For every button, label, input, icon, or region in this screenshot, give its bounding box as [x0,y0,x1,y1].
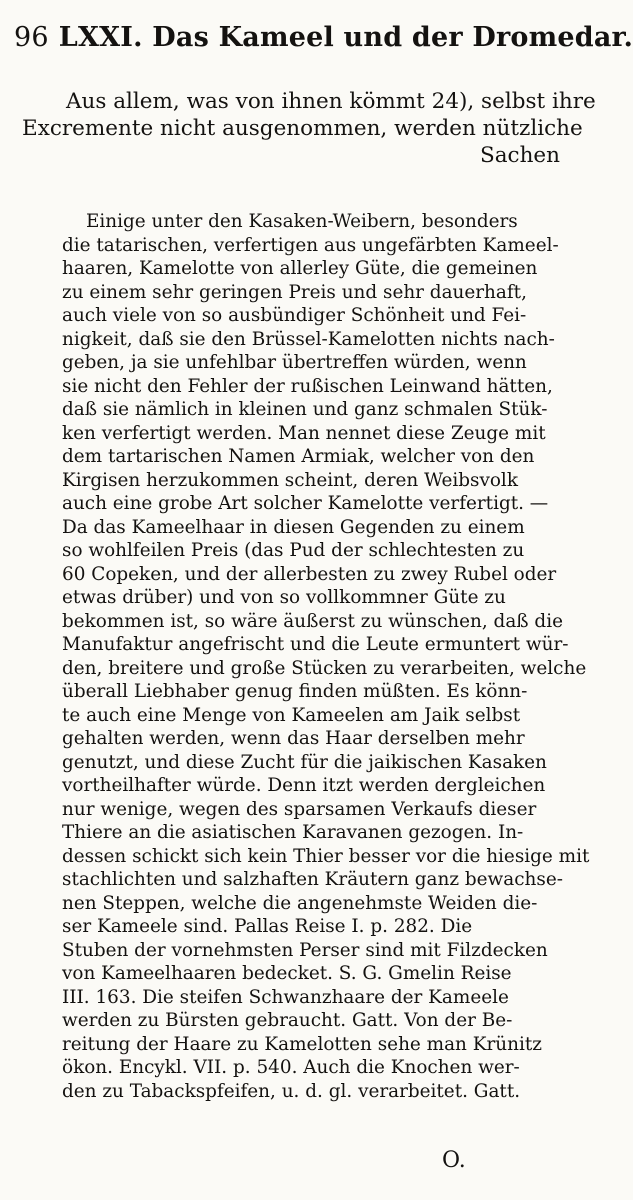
footnote-block [62,210,590,1103]
note-line: den, breitere und große Stücken zu verarbeiten, welche [62,657,587,679]
note-line: genutzt, und diese Zucht für die jaikischen Kasaken [62,751,547,773]
note-line: Stuben der vornehmsten Perser sind mit Filzdecken [62,939,548,961]
note-line: auch eine grobe Art solcher Kamelotte verfertigt. — [62,493,549,514]
main-line: Sachen [479,143,560,168]
note-line: vortheilhafter würde. Denn itzt werden dergleichen [62,775,546,796]
catchword: O. [442,1148,466,1173]
main-line: Excremente nicht ausgenommen, werden nützliche [22,116,583,141]
note-line: geben, ja sie unfehlbar übertreffen würden, wenn [62,352,527,373]
note-line: Kirgisen herzukommen scheint, deren Weibsvolk [62,469,518,491]
note-line: überall Liebhaber genug finden müßten. Es könn- [62,681,528,702]
page-number: 96 [14,22,49,53]
note-line: werden zu Bürsten gebraucht. Gatt. Von der Be- [62,1010,513,1031]
note-line: gehalten werden, wenn das Haar derselben mehr [62,728,525,749]
note-line: nur wenige, wegen des sparsamen Verkaufs dieser [62,798,537,820]
note-line: ken verfertigt werden. Man nennet diese Zeuge mit [62,422,546,444]
main-line: Aus allem, was von ihnen kömmt 24), selbst ihre [66,89,596,114]
chapter-title: LXXI. Das Kameel und der Dromedar. [58,22,633,53]
note-line: Thiere an die asiatischen Karavanen gezogen. In- [62,822,524,843]
note-line: haaren, Kamelotte von allerley Güte, die gemeinen [62,258,538,279]
note-line: daß sie nämlich in kleinen und ganz schmalen Stük- [62,399,548,420]
note-line: Einige unter den Kasaken-Weibern, besonders [86,211,518,232]
note-line: dessen schickt sich kein Thier besser vor die hiesige mit [62,845,590,867]
note-line: von Kameelhaaren bedecket. S. G. Gmelin Reise [62,963,512,984]
note-line: Manufaktur angefrischt und die Leute ermuntert wür- [62,634,569,655]
note-line: den zu Tabackspfeifen, u. d. gl. verarbeitet. Gatt. [62,1080,521,1102]
note-line: so wohlfeilen Preis (das Pud der schlechtesten zu [62,540,525,561]
note-line: III. 163. Die steifen Schwanzhaare der Kameele [62,986,509,1008]
note-line: die tatarischen, verfertigen aus ungefärbten Kameel- [62,234,559,256]
note-line: bekommen ist, so wäre äußerst zu wünschen, daß die [62,610,563,632]
note-line: te auch eine Menge von Kameelen am Jaik selbst [62,704,521,726]
main-text [22,88,596,169]
note-line: stachlichten und salzhaften Kräutern ganz bewachse- [62,869,563,890]
note-line: reitung der Haare zu Kamelotten sehe man Krünitz [62,1033,542,1055]
note-line: Da das Kameelhaar in diesen Gegenden zu einem [62,516,525,538]
running-header [14,22,633,53]
note-line: ser Kameele sind. Pallas Reise I. p. 282. Die [62,916,473,937]
note-line: ökon. Encykl. VII. p. 540. Auch die Knochen wer- [62,1057,520,1078]
note-line: 60 Copeken, und der allerbesten zu zwey Rubel oder [62,563,557,585]
note-line: sie nicht den Fehler der rußischen Leinwand hätten, [62,375,553,397]
note-line: nen Steppen, welche die angenehmste Weiden die- [62,892,538,914]
note-line: nigkeit, daß sie den Brüssel-Kamelotten nichts nach- [62,328,555,350]
note-line: zu einem sehr geringen Preis und sehr dauerhaft, [62,281,527,303]
note-line: auch viele von so ausbündiger Schönheit und Fei- [62,305,527,326]
note-line: etwas drüber) und von so vollkommner Güte zu [62,587,506,608]
note-line: dem tartarischen Namen Armiak, welcher von den [62,446,535,467]
